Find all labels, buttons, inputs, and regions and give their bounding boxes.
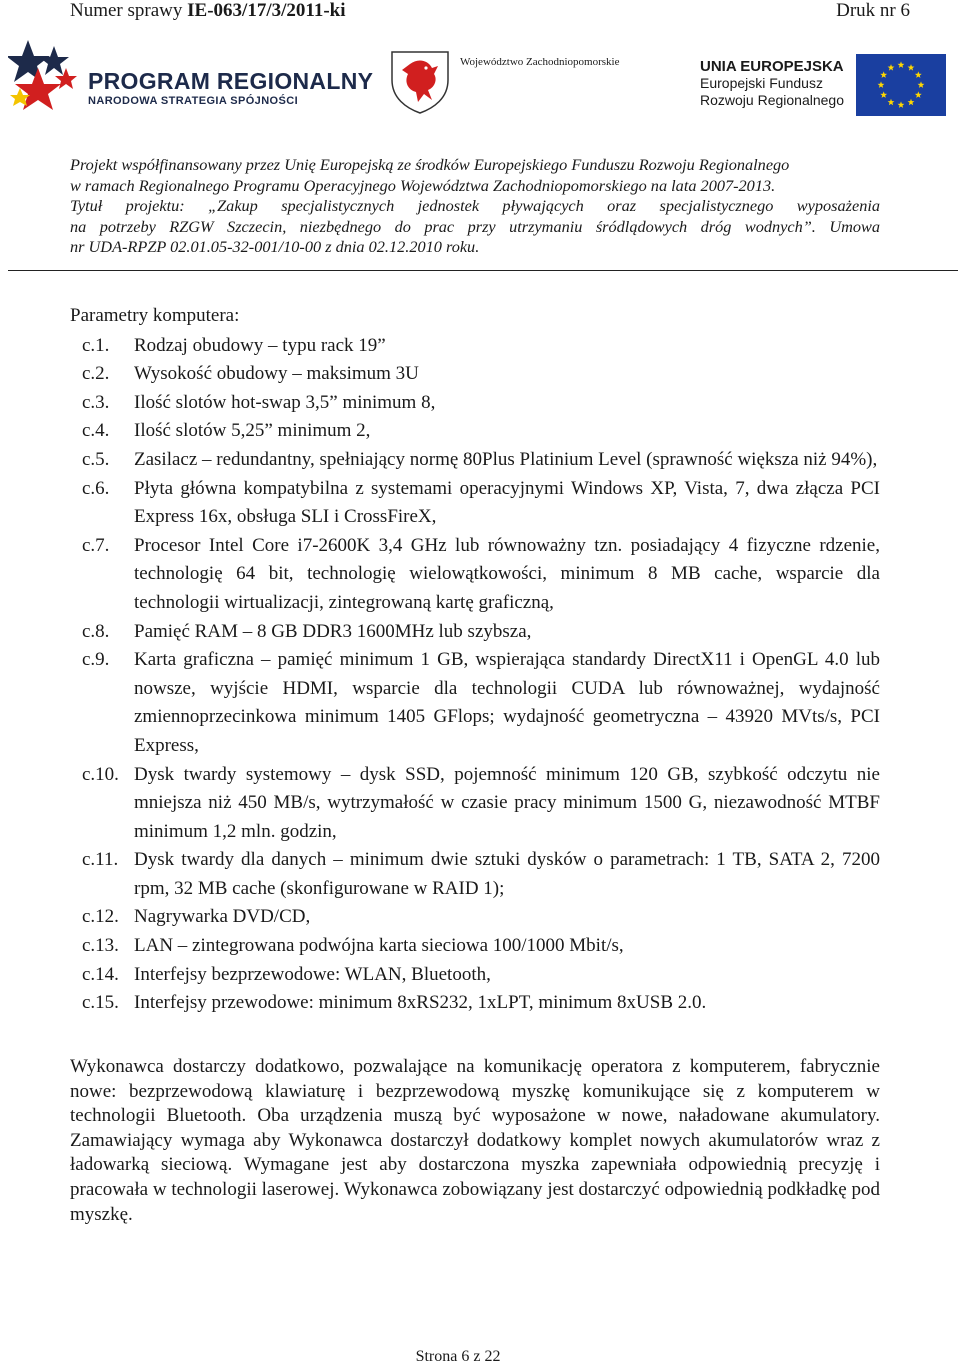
param-number: c.4. <box>82 420 110 442</box>
param-text: Płyta główna kompatybilna z systemami operacyjnymi Windows XP, Vista, 7, dwa złącza PCI Express 16x, obsługa SLI i CrossFireX, <box>134 477 880 528</box>
param-text: Zasilacz – redundantny, spełniający normę 80Plus Platinium Level (sprawność większa niż 94%), <box>134 448 878 470</box>
param-item <box>70 989 880 1018</box>
param-text: Ilość slotów hot-swap 3,5” minimum 8, <box>134 391 436 413</box>
param-number: c.5. <box>82 448 110 470</box>
param-text: Karta graficzna – pamięć minimum 1 GB, wspierająca standardy DirectX11 i OpenGL 4.0 lub nowsze, wyjście HDMI, wsparcie dla technologii CUDA lub równoważnej, wydajność zmiennoprzecinkowa minimum 1405 GFlops; wydajność geometryczna – 43920 MVts/s, PCI Express, <box>134 649 880 756</box>
param-text: Wysokość obudowy – maksimum 3U <box>134 363 419 385</box>
param-text: Dysk twardy systemowy – dysk SSD, pojemność minimum 120 GB, szybkość odczytu nie mniejsza niż 450 MB/s, wytrzymałość w czasie pracy minimum 1500 G, niezawodność MTBF minimum 1,2 mln. godzin, <box>134 763 880 842</box>
program-regionalny-logo <box>8 38 374 116</box>
param-number: c.15. <box>82 992 119 1014</box>
project-line: Tytuł projektu: „Zakup specjalistycznych jednostek pływających oraz specjalistycznego wyposażenia <box>70 196 880 215</box>
param-text: LAN – zintegrowana podwójna karta sieciowa 100/1000 Mbit/s, <box>134 935 624 957</box>
project-line: nr UDA-RPZP 02.01.05-32-001/10-00 z dnia 02.12.2010 roku. <box>70 237 480 256</box>
closing-paragraph: Wykonawca dostarczy dodatkowo, pozwalające na komunikację operatora z komputerem, fabrycznie nowe: bezprzewodową klawiaturę i bezprzewodową myszkę komunikujące się z komputerem w technologii Bluetooth. Oba urządzenia muszą być wyposażone w nowe, naładowane akumulatory. Zamawiający wymaga aby Wykonawca dostarczył dodatkowy komplet nowych akumulatorów wraz z ładowarką sieciową. Wymagane jest aby dostarczona myszka zapewniała odpowiednią precyzję i pracowała w technologii laserowej. Wykonawca zobowiązany jest dostarczyć odpowiednią podkładkę pod myszkę. <box>70 1056 880 1225</box>
eu-fund-label: UNIA EUROPEJSKA Europejski Fundusz Rozwoju Regionalnego <box>700 58 844 108</box>
params-title: Parametry komputera: <box>70 305 240 326</box>
project-line: Projekt współfinansowany przez Unię Europejską ze środków Europejskiego Funduszu Rozwoju Regionalnego <box>70 155 790 174</box>
param-item <box>70 532 880 618</box>
param-text: Ilość slotów 5,25” minimum 2, <box>134 420 371 442</box>
param-number: c.14. <box>82 963 119 985</box>
param-text: Pamięć RAM – 8 GB DDR3 1600MHz lub szybsza, <box>134 620 532 642</box>
page-number: Strona 6 z 22 <box>415 1348 501 1365</box>
param-text: Procesor Intel Core i7-2600K 3,4 GHz lub równoważny tzn. posiadający 4 fizyczne rdzenie, technologię 64 bit, technologię wielowątkowości, minimum 8 MB cache, wsparcie dla technologii wirtualizacji, zintegrowaną kartę graficzną, <box>134 534 880 613</box>
project-line: na potrzeby RZGW Szczecin, niezbędnego do prac przy utrzymaniu śródlądowych dróg wodnych”. Umowa <box>70 216 880 236</box>
computer-parameters <box>70 302 880 1018</box>
param-item <box>70 446 880 475</box>
param-number: c.12. <box>82 906 119 928</box>
page-header <box>70 0 910 26</box>
param-number: c.2. <box>82 363 110 385</box>
param-item <box>70 618 880 647</box>
param-number: c.10. <box>82 763 119 785</box>
print-number: Druk nr 6 <box>836 0 910 21</box>
param-item <box>70 389 880 418</box>
param-item <box>70 332 880 361</box>
program-title: PROGRAM REGIONALNY <box>88 68 374 94</box>
param-item <box>70 761 880 847</box>
param-item <box>70 903 880 932</box>
griffin-coat-of-arms-icon <box>388 50 452 114</box>
param-number: c.6. <box>82 477 110 499</box>
param-number: c.9. <box>82 649 110 671</box>
param-number: c.8. <box>82 620 110 642</box>
eu-flag-icon <box>856 54 946 116</box>
param-item <box>70 646 880 760</box>
header-divider <box>8 270 958 271</box>
param-text: Nagrywarka DVD/CD, <box>134 906 311 928</box>
project-line: w ramach Regionalnego Programu Operacyjnego Województwa Zachodniopomorskiego na lata 2007-2013. <box>70 175 776 195</box>
param-item <box>70 417 880 446</box>
param-number: c.13. <box>82 935 119 957</box>
param-item <box>70 932 880 961</box>
param-number: c.3. <box>82 391 110 413</box>
case-number: Numer sprawy IE-063/17/3/2011-ki <box>70 0 346 21</box>
param-number: c.7. <box>82 534 110 556</box>
param-number: c.11. <box>82 849 119 871</box>
program-subtitle: NARODOWA STRATEGIA SPÓJNOŚCI <box>88 95 299 107</box>
voivodeship-name: Województwo Zachodniopomorskie <box>460 56 620 68</box>
param-item <box>70 475 880 532</box>
param-list <box>70 332 880 1018</box>
star-cluster-icon <box>8 38 84 116</box>
param-text: Interfejsy przewodowe: minimum 8xRS232, 1xLPT, minimum 8xUSB 2.0. <box>134 992 707 1014</box>
logo-bar <box>0 38 960 120</box>
project-info <box>70 155 880 258</box>
param-text: Dysk twardy dla danych – minimum dwie sztuki dysków o parametrach: 1 TB, SATA 2, 7200 rpm, 32 MB cache (skonfigurowane w RAID 1); <box>134 849 880 899</box>
param-text: Rodzaj obudowy – typu rack 19” <box>134 334 386 356</box>
param-text: Interfejsy bezprzewodowe: WLAN, Bluetooth, <box>134 963 491 985</box>
param-item <box>70 360 880 389</box>
param-number: c.1. <box>82 334 110 356</box>
param-item <box>70 846 880 903</box>
param-item <box>70 961 880 990</box>
